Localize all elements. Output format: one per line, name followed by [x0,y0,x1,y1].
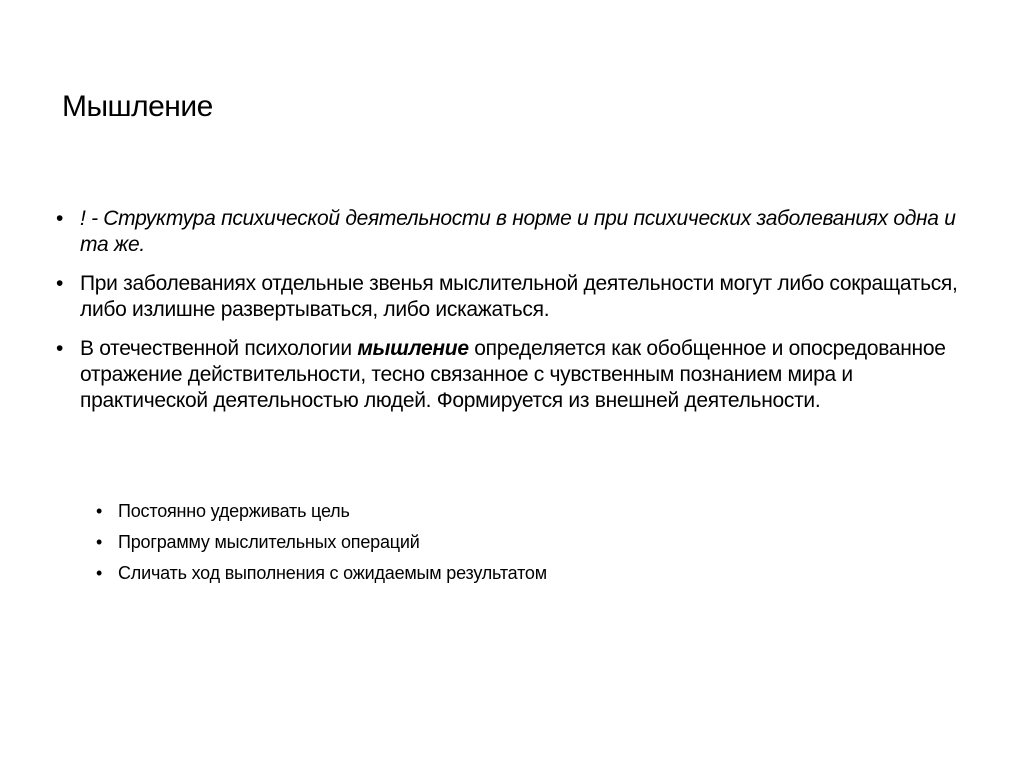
bullet-marker: • [96,501,103,521]
sub-list-item [96,562,796,585]
slide-title: Мышление [62,90,213,123]
bullet-text: ! - Структура психической деятельности в норме и при психических заболеваниях одна и та же. [80,207,956,256]
bullet-marker: • [96,563,103,583]
bullet-text-after: определяется как обобщенное и опосредованное отражение действительности, тесно связанное с чувственным познанием мира и практической деятельностью людей. Формируется из внешней деятельности. [80,337,946,412]
bullet-emphasis: мышление [357,337,469,360]
bullet-text: При заболеваниях отдельные звенья мыслительной деятельности могут либо сокращаться, либо излишне развертываться, либо искажаться. [80,272,958,321]
sub-bullet-text: Сличать ход выполнения с ожидаемым результатом [118,563,547,583]
list-item [56,206,976,258]
sub-bullet-text: Постоянно удерживать цель [118,501,350,521]
list-item [56,271,976,323]
main-bullet-list [56,206,976,427]
sub-list-item [96,531,796,554]
bullet-text-before: В отечественной психологии [80,337,358,360]
sub-bullet-text: Программу мыслительных операций [118,532,420,552]
bullet-marker: • [96,532,103,552]
bullet-marker: • [56,207,64,230]
sub-bullet-list [96,500,796,593]
bullet-marker: • [56,337,64,360]
list-item [56,336,976,414]
sub-list-item [96,500,796,523]
bullet-marker: • [56,272,64,295]
